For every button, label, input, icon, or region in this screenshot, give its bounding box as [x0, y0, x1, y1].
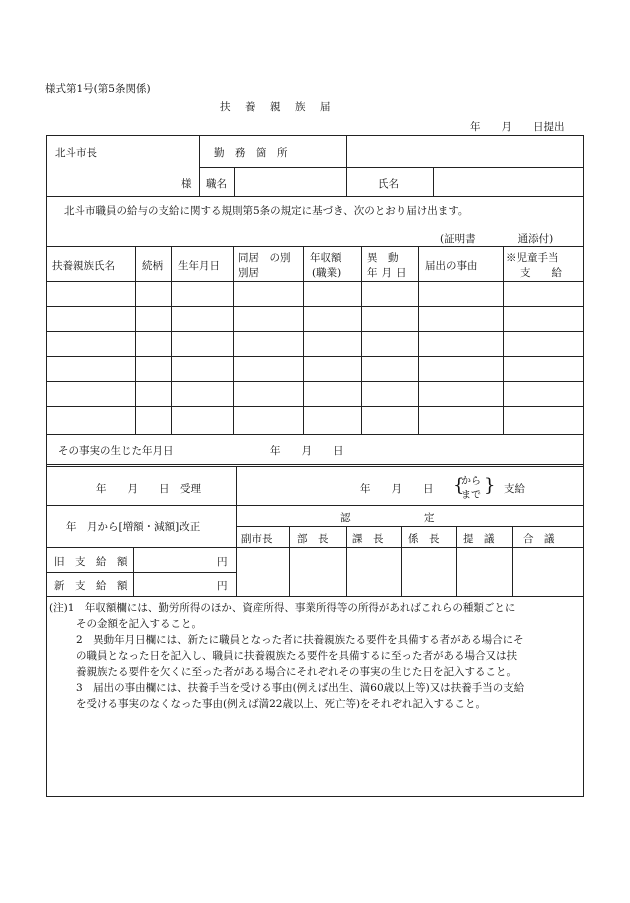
col-birth-date: 生年月日 [178, 260, 220, 272]
approval-label: 認 定 [340, 512, 435, 524]
honorific: 様 [181, 178, 192, 190]
right-brace: } [484, 475, 496, 496]
received-date: 年 月 日 受理 [96, 483, 201, 495]
table-row[interactable] [47, 357, 583, 381]
form-code: 様式第1号(第5条関係) [45, 83, 151, 95]
declaration: 北斗市職員の給与の支給に関する規則第5条の規定に基づき、次のとおり届け出ます。 [64, 205, 469, 217]
new-amount-label: 新 支 給 額 [54, 580, 128, 592]
rule [46, 547, 584, 548]
col-reason: 届出の事由 [425, 260, 478, 272]
old-amount-label: 旧 支 給 額 [54, 556, 128, 568]
note-2-cont2: 養親族たる要件を欠くに至った者がある場合にそれぞれその事実の生じた日を記入すること。 [76, 666, 517, 678]
approver-consultation: 合 議 [523, 533, 555, 545]
col-relationship: 続柄 [142, 260, 163, 272]
approver-subsection-chief: 係 長 [408, 533, 440, 545]
new-amount-yen: 円 [217, 580, 228, 592]
col-child-allowance-2: 支 給 [520, 267, 562, 279]
name-field[interactable] [434, 169, 583, 195]
col-child-allowance: ※児童手当 [506, 252, 559, 264]
rule [46, 572, 236, 573]
old-amount-yen: 円 [217, 556, 228, 568]
note-3: 3 届出の事由欄には、扶養手当を受ける事由(例えば出生、満60歳以上等)又は扶養手当の支給 [76, 682, 525, 694]
form-title: 扶 養 親 族 届 [220, 101, 333, 113]
note-1: (注)1 年収額欄には、勤労所得のほか、資産所得、事業所得等の所得があればこれらの種類ごとに [49, 602, 516, 614]
approver-dept-head: 部 長 [297, 533, 329, 545]
note-1-cont: その金額を記入すること。 [76, 618, 202, 630]
from-text: から [461, 476, 481, 487]
until-text: まで [461, 490, 481, 501]
name-label: 氏名 [378, 178, 399, 190]
approver-deputy-mayor: 副市長 [241, 533, 273, 545]
note-2: 2 異動年月日欄には、新たに職員となった者に扶養親族たる要件を具備する者がある場合にそ [76, 634, 524, 646]
fact-date-value: 年 月 日 [270, 445, 344, 457]
job-title-label: 職名 [206, 178, 227, 190]
fact-date-label: その事実の生じた年月日 [58, 445, 174, 457]
col-cohabit-2: 別居 [238, 267, 259, 279]
left-brace: { [453, 475, 465, 496]
col-occupation: (職業) [312, 267, 342, 279]
rule [199, 167, 584, 168]
payment-date: 年 月 日 [360, 483, 434, 495]
table-row[interactable] [47, 407, 583, 434]
rule [236, 466, 237, 596]
rule [46, 596, 584, 597]
rule [133, 547, 134, 596]
col-cohabit: 同居 の別 [238, 252, 291, 264]
addressee: 北斗市長 [55, 147, 97, 159]
table-row[interactable] [47, 382, 583, 406]
rule [289, 526, 290, 596]
col-dependent-name: 扶養親族氏名 [52, 260, 115, 272]
rule [456, 526, 457, 596]
workplace-label: 勤 務 箇 所 [214, 147, 288, 159]
revision-label: 年 月から[増額・減額]改正 [66, 521, 201, 533]
workplace-field[interactable] [347, 142, 583, 166]
col-change: 異 動 [367, 252, 399, 264]
note-2-cont: の職員となった日を記入し、職員に扶養親族たる要件を具備するに至った者がある場合又は扶 [76, 650, 517, 662]
table-row[interactable] [47, 332, 583, 356]
payment-label: 支給 [504, 483, 525, 495]
rule [46, 196, 584, 197]
rule [512, 526, 513, 596]
col-income: 年収額 [310, 252, 342, 264]
rule [199, 135, 200, 196]
note-3-cont: を受ける事実のなくなった事由(例えば満22歳以上、死亡等)をそれぞれ記入すること。 [76, 698, 487, 710]
approver-section-chief: 課 長 [352, 533, 384, 545]
rule [346, 526, 347, 596]
job-title-field[interactable] [235, 169, 345, 195]
rule [46, 466, 584, 467]
approver-proposal: 提 議 [463, 533, 495, 545]
rule [46, 505, 584, 506]
rule [46, 434, 584, 435]
certificate-note: (証明書 通添付) [440, 233, 554, 245]
table-row[interactable] [47, 307, 583, 331]
submit-date: 年 月 日提出 [470, 121, 565, 133]
rule [46, 464, 584, 465]
table-row[interactable] [47, 282, 583, 306]
col-change-date: 年月日 [367, 267, 411, 279]
rule [401, 526, 402, 596]
